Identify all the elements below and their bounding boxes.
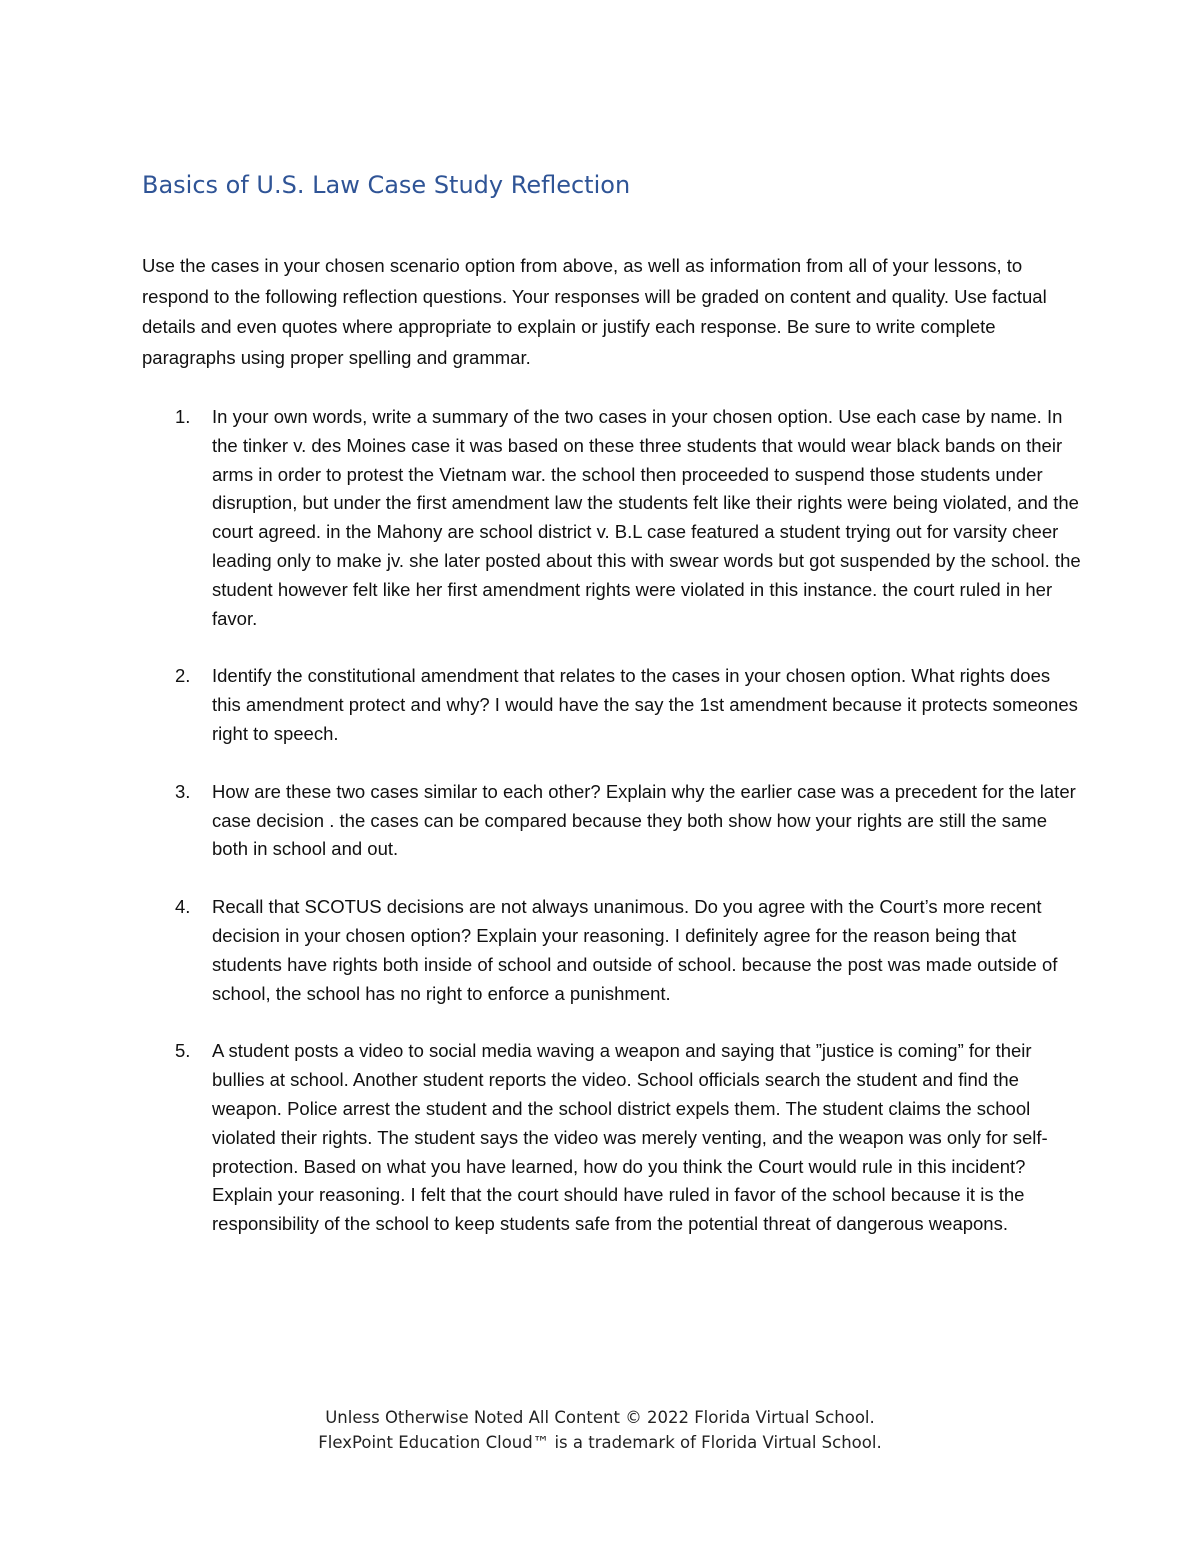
question-number: 2. xyxy=(175,665,191,687)
question-number: 4. xyxy=(175,896,191,918)
trademark-notice: FlexPoint Education Cloud™ is a trademark of Florida Virtual School. xyxy=(318,1433,882,1452)
instructions-paragraph: Use the cases in your chosen scenario option from above, as well as information from all of your lessons, to respond to the following reflection questions. Your responses will be graded on content and quality. Use factual details and even quotes where appropriate to explain or justify each response. Be sure to write complete paragraphs using proper spelling and grammar. xyxy=(142,255,1047,368)
question-item-5 xyxy=(142,1037,1082,1239)
document-title: Basics of U.S. Law Case Study Reflection xyxy=(142,171,631,199)
question-number: 5. xyxy=(175,1040,191,1062)
question-item-2 xyxy=(142,662,1082,748)
question-item-3 xyxy=(142,778,1082,864)
copyright-notice: Unless Otherwise Noted All Content © 2022 Florida Virtual School. xyxy=(325,1408,875,1427)
question-number: 3. xyxy=(175,780,191,802)
question-text: Recall that SCOTUS decisions are not always unanimous. Do you agree with the Court’s more recent decision in your chosen option? Explain your reasoning. I definitely agree for the reason being that students have rights both inside of school and outside of school. because the post was made outside of school, the school has no right to enforce a punishment. xyxy=(212,896,1058,1004)
question-text: In your own words, write a summary of the two cases in your chosen option. Use each case by name. In the tinker v. des Moines case it was based on these three students that would wear black bands on their arms in order to protest the Vietnam war. the school then proceeded to suspend those students under disruption, but under the first amendment law the students felt like their rights were being violated, and the court agreed. in the Mahony are school district v. B.L case featured a student trying out for varsity cheer leading only to make jv. she later posted about this with swear words but got suspended by the school. the student however felt like her first amendment rights were violated in this instance. the court ruled in her favor. xyxy=(212,406,1081,629)
question-text: How are these two cases similar to each other? Explain why the earlier case was a precedent for the later case decision . the cases can be compared because they both show how your rights are still the same both in school and out. xyxy=(212,780,1076,860)
question-item-1 xyxy=(142,403,1082,633)
question-list xyxy=(142,403,1082,1268)
question-number: 1. xyxy=(175,406,191,427)
question-text: A student posts a video to social media waving a weapon and saying that ”justice is coming” for their bullies at school. Another student reports the video. School officials search the student and find the weapon. Police arrest the student and the school district expels them. The student claims the school violated their rights. The student says the video was merely venting, and the weapon was only for self-protection. Based on what you have learned, how do you think the Court would rule in this incident? Explain your reasoning. I felt that the court should have ruled in favor of the school because it is the responsibility of the school to keep students safe from the potential threat of dangerous weapons. xyxy=(212,1040,1048,1235)
page-footer xyxy=(0,1405,1200,1455)
question-text: Identify the constitutional amendment that relates to the cases in your chosen option. What rights does this amendment protect and why? I would have the say the 1st amendment because it protects someones right to speech. xyxy=(212,665,1078,744)
question-item-4 xyxy=(142,893,1082,1008)
